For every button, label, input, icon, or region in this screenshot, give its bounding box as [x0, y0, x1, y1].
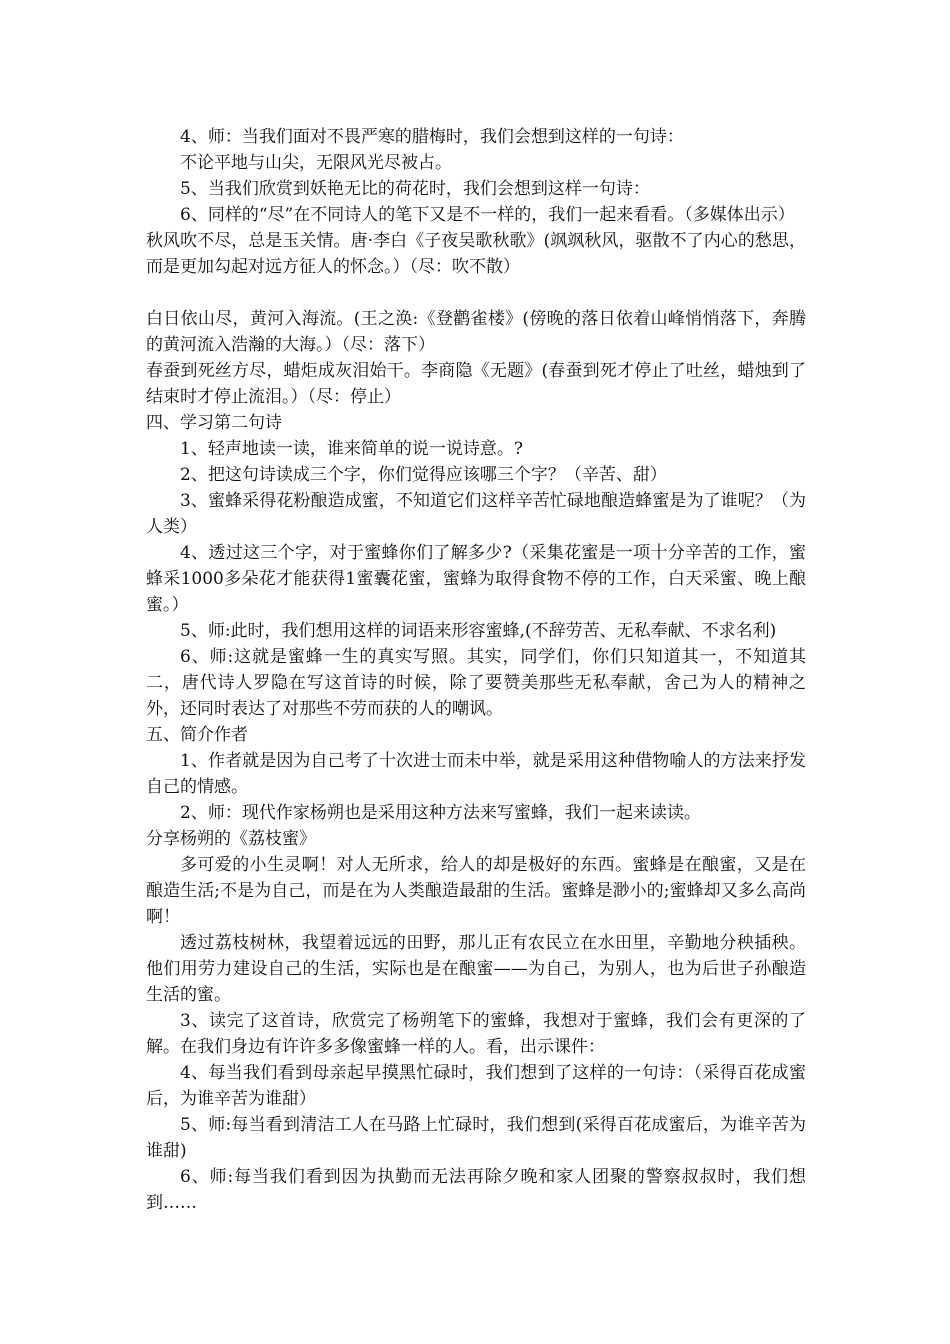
paragraph: 6、同样的“尽”在不同诗人的笔下又是不一样的，我们一起来看看。（多媒体出示）	[180, 205, 795, 225]
paragraph: 4、师：当我们面对不畏严寒的腊梅时，我们会想到这样的一句诗：	[180, 127, 684, 147]
paragraph: 不论平地与山尖，无限风光尽被占。	[180, 153, 452, 173]
document-page	[146, 124, 806, 1216]
paragraph: 1、轻声地读一读，谁来简单的说一说诗意。?	[180, 439, 523, 459]
paragraph: 5、当我们欣赏到妖艳无比的荷花时，我们会想到这样一句诗：	[180, 179, 650, 199]
paragraph: 秋风吹不尽，总是玉关情。唐·李白《子夜吴歌秋歌》(飒飒秋风，驱散不了内心的愁思，而是更加勾起对远方征人的怀念。）（尽：吹不散）	[146, 231, 806, 277]
paragraph: 2、把这句诗读成三个字，你们觉得应该哪三个字？（辛苦、甜）	[180, 465, 667, 485]
paragraph: 4、每当我们看到母亲起早摸黑忙碌时，我们想到了这样的一句诗：（采得百花成蜜后，为谁辛苦为谁甜）	[146, 1063, 806, 1109]
paragraph: 五、简介作者	[146, 725, 248, 745]
paragraph: 分享杨朔的《荔枝蜜》	[146, 829, 316, 849]
paragraph: 5、师:每当看到清洁工人在马路上忙碌时，我们想到(采得百花成蜜后，为谁辛苦为谁甜)	[146, 1115, 806, 1161]
paragraph: 多可爱的小生灵啊！对人无所求，给人的却是极好的东西。蜜蜂是在酿蜜，又是在酿造生活;不是为自己，而是在为人类酿造最甜的生活。蜜蜂是渺小的;蜜蜂却又多么高尚啊！	[146, 855, 806, 927]
paragraph: 3、蜜蜂采得花粉酿造成蜜，不知道它们这样辛苦忙碌地酿造蜂蜜是为了谁呢？（为人类）	[146, 491, 806, 537]
paragraph: 4、透过这三个字，对于蜜蜂你们了解多少?（采集花蜜是一项十分辛苦的工作，蜜蜂采1000多朵花才能获得1蜜囊花蜜，蜜蜂为取得食物不停的工作，白天采蜜、晚上酿蜜。）	[146, 543, 806, 615]
paragraph: 6、师:每当我们看到因为执勤而无法再除夕晚和家人团聚的警察叔叔时，我们想到……	[146, 1167, 806, 1213]
paragraph: 5、师:此时，我们想用这样的词语来形容蜜蜂,(不辞劳苦、无私奉献、不求名利)	[180, 621, 777, 641]
paragraph: 3、读完了这首诗，欣赏完了杨朔笔下的蜜蜂，我想对于蜜蜂，我们会有更深的了解。在我们身边有许许多多像蜜蜂一样的人。看，出示课件：	[146, 1011, 806, 1057]
paragraph: 白日依山尽，黄河入海流。(王之涣:《登鹳雀楼》(傍晚的落日依着山峰悄悄落下，奔腾的黄河流入浩瀚的大海。）（尽：落下）	[146, 309, 806, 355]
paragraph: 透过荔枝树林，我望着远远的田野，那儿正有农民立在水田里，辛勤地分秧插秧。他们用劳力建设自己的生活，实际也是在酿蜜——为自己，为别人，也为后世子孙酿造生活的蜜。	[146, 933, 806, 1005]
paragraph: 6、师:这就是蜜蜂一生的真实写照。其实，同学们，你们只知道其一，不知道其二，唐代诗人罗隐在写这首诗的时候，除了要赞美那些无私奉献，舍己为人的精神之外，还同时表达了对那些不劳而获的人的嘲讽。	[146, 647, 806, 719]
paragraph: 四、学习第二句诗	[146, 413, 282, 433]
paragraph: 1、作者就是因为自己考了十次进士而未中举，就是采用这种借物喻人的方法来抒发自己的情感。	[146, 751, 806, 797]
blank-line	[146, 280, 806, 306]
paragraph: 春蚕到死丝方尽，蜡炬成灰泪始干。李商隐《无题》(春蚕到死才停止了吐丝，蜡烛到了结束时才停止流泪。）（尽：停止）	[146, 361, 806, 407]
paragraph: 2、师：现代作家杨朔也是采用这种方法来写蜜蜂，我们一起来读读。	[180, 803, 701, 823]
